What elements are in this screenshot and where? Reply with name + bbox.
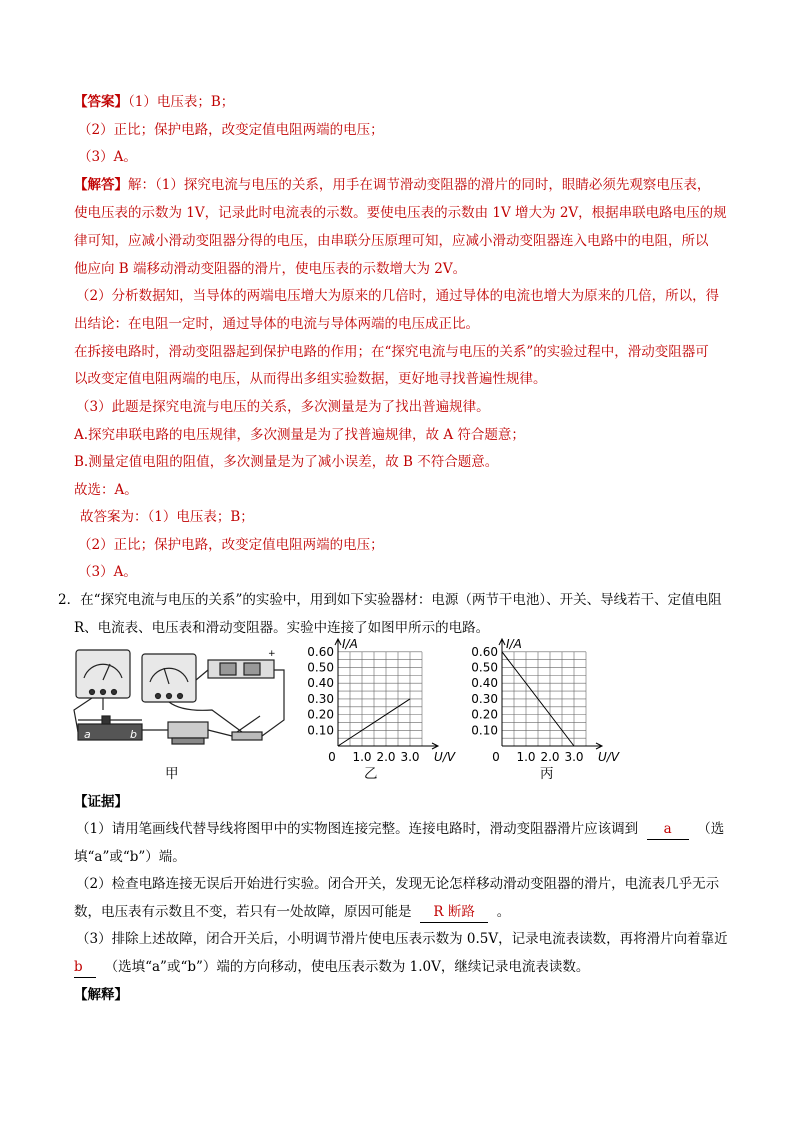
q3-text: （选填“a”或“b”）端的方向移动，使电压表示数为 1.0V，继续记录电流表读数。 — [104, 959, 590, 975]
solution-line-6: 出结论：在电阻一定时，通过导体的电流与导体两端的电压成正比。 — [74, 316, 479, 332]
x-tick-label: 1.0 — [516, 750, 536, 764]
question-2-stem-1: 在“探究电流与电压的关系”的实验中，用到如下实验器材：电源（两节干电池）、开关、导线若干、定值电阻 — [80, 592, 722, 608]
y-tick-label: 0.40 — [471, 676, 498, 691]
q1-line-1 — [76, 819, 724, 840]
answer-line-2: （2）正比；保护电路，改变定值电阻两端的电压； — [78, 122, 384, 138]
solution-text-1: 解：（1）探究电流与电压的关系，用手在调节滑动变阻器的滑片的同时，眼睛必须先观察电压表， — [128, 177, 711, 193]
x-axis-label: U/V — [434, 750, 456, 764]
solution-line-14: （2）正比；保护电路，改变定值电阻两端的电压； — [78, 537, 384, 553]
x-tick-label: 1.0 — [352, 750, 372, 764]
chart-yi — [296, 636, 466, 766]
y-tick-label: 0.50 — [307, 660, 334, 675]
q1-text: （1）请用笔画线代替导线将图甲中的实物图连接完整。连接电路时，滑动变阻器滑片应该调到 — [76, 821, 639, 837]
svg-text:+: + — [268, 649, 276, 659]
q3-answer: b — [74, 957, 96, 978]
y-tick-label: 0.60 — [471, 644, 498, 659]
solution-line-9: （3）此题是探究电流与电压的关系，多次测量是为了找出普遍规律。 — [76, 399, 490, 415]
q3-line-2 — [74, 957, 589, 978]
q3-line-1: （3）排除上述故障，闭合开关后，小明调节滑片使电压表示数为 0.5V，记录电流表读数，再将滑片向着靠近 — [76, 931, 728, 947]
question-2-line-2: R、电流表、电压表和滑动变阻器。实验中连接了如图甲所示的电路。 — [74, 620, 490, 636]
y-tick-label: 0.20 — [471, 707, 498, 722]
solution-line-11: B.测量定值电阻的阻值，多次测量是为了减小误差，故 B 不符合题意。 — [74, 454, 499, 470]
solution-line-7: 在拆接电路时，滑动变阻器起到保护电路的作用；在“探究电流与电压的关系”的实验过程中，滑动变阻器可 — [74, 344, 709, 360]
proof-label: 【证据】 — [74, 794, 128, 810]
solution-line-2: 使电压表的示数为 1V，记录此时电流表的示数。要使电压表的示数由 1V 增大为 2V，根据串联电路电压的规 — [74, 205, 727, 221]
y-tick-label: 0.30 — [307, 691, 334, 706]
solution-line-5: （2）分析数据知，当导体的两端电压增大为原来的几倍时，通过导体的电流也增大为原来的几倍，所以，得 — [76, 288, 720, 304]
solution-line-3: 律可知，应减小滑动变阻器分得的电压，由串联分压原理可知，应减小滑动变阻器连入电路中的电阻，所以 — [74, 233, 709, 249]
y-tick-label: 0.50 — [471, 660, 498, 675]
y-axis-label: I/A — [506, 637, 522, 651]
question-number: 2． — [58, 592, 81, 608]
explain-label: 【解释】 — [74, 987, 128, 1003]
figure-label-jia: 甲 — [165, 766, 179, 782]
x-axis-label: U/V — [598, 750, 620, 764]
battery-icon — [208, 660, 274, 678]
x-tick-label: 2.0 — [376, 750, 396, 764]
q2-answer: R 断路 — [420, 902, 488, 923]
solution-line-10: A.探究串联电路的电压规律，多次测量是为了找普遍规律，故 A 符合题意； — [74, 427, 525, 443]
y-tick-label: 0.30 — [471, 691, 498, 706]
y-axis-label: I/A — [342, 637, 358, 651]
solution-line-8: 以改变定值电阻两端的电压，从而得出多组实验数据，更好地寻找普遍性规律。 — [74, 371, 547, 387]
x-tick-label: 0 — [492, 750, 500, 764]
q2-text: 数，电压表有示数且不变，若只有一处故障，原因可能是 — [74, 904, 412, 920]
answer-text-1: （1）电压表；B； — [128, 94, 235, 110]
answer-line-3: （3）A。 — [78, 149, 137, 165]
chart-bing — [460, 636, 630, 766]
answer-line-1 — [74, 92, 234, 112]
x-tick-label: 3.0 — [400, 750, 420, 764]
q1-answer: a — [647, 819, 689, 840]
y-tick-label: 0.10 — [307, 723, 334, 738]
switch-icon — [232, 732, 262, 740]
y-tick-label: 0.20 — [307, 707, 334, 722]
x-tick-label: 3.0 — [564, 750, 584, 764]
q1-line-2: 填“a”或“b”）端。 — [74, 849, 186, 865]
svg-text:a: a — [84, 728, 91, 741]
q1-text-b: （选 — [697, 821, 725, 837]
svg-text:b: b — [130, 728, 137, 741]
circuit-figure — [72, 640, 292, 780]
figure-label-bing: 丙 — [540, 766, 554, 782]
q2-line-1: （2）检查电路连接无误后开始进行实验。闭合开关，发现无论怎样移动滑动变阻器的滑片，电流表几乎无示 — [76, 876, 720, 892]
x-tick-label: 2.0 — [540, 750, 560, 764]
solution-line-13: 故答案为：（1）电压表；B； — [80, 509, 254, 525]
resistor-icon — [168, 722, 208, 738]
figure-label-yi: 乙 — [364, 766, 378, 782]
question-2-line-1 — [58, 590, 722, 610]
solution-line-1 — [74, 175, 710, 195]
q2-text-c: 。 — [496, 904, 511, 920]
solution-line-12: 故选：A。 — [74, 482, 138, 498]
y-tick-label: 0.40 — [307, 676, 334, 691]
solution-line-4: 他应向 B 端移动滑动变阻器的滑片，使电压表的示数增大为 2V。 — [74, 261, 467, 277]
solution-label: 【解答】 — [74, 177, 128, 193]
y-tick-label: 0.10 — [471, 723, 498, 738]
x-tick-label: 0 — [328, 750, 336, 764]
solution-line-15: （3）A。 — [78, 564, 137, 580]
y-tick-label: 0.60 — [307, 644, 334, 659]
answer-label: 【答案】 — [74, 94, 128, 110]
q2-line-2 — [74, 902, 510, 923]
